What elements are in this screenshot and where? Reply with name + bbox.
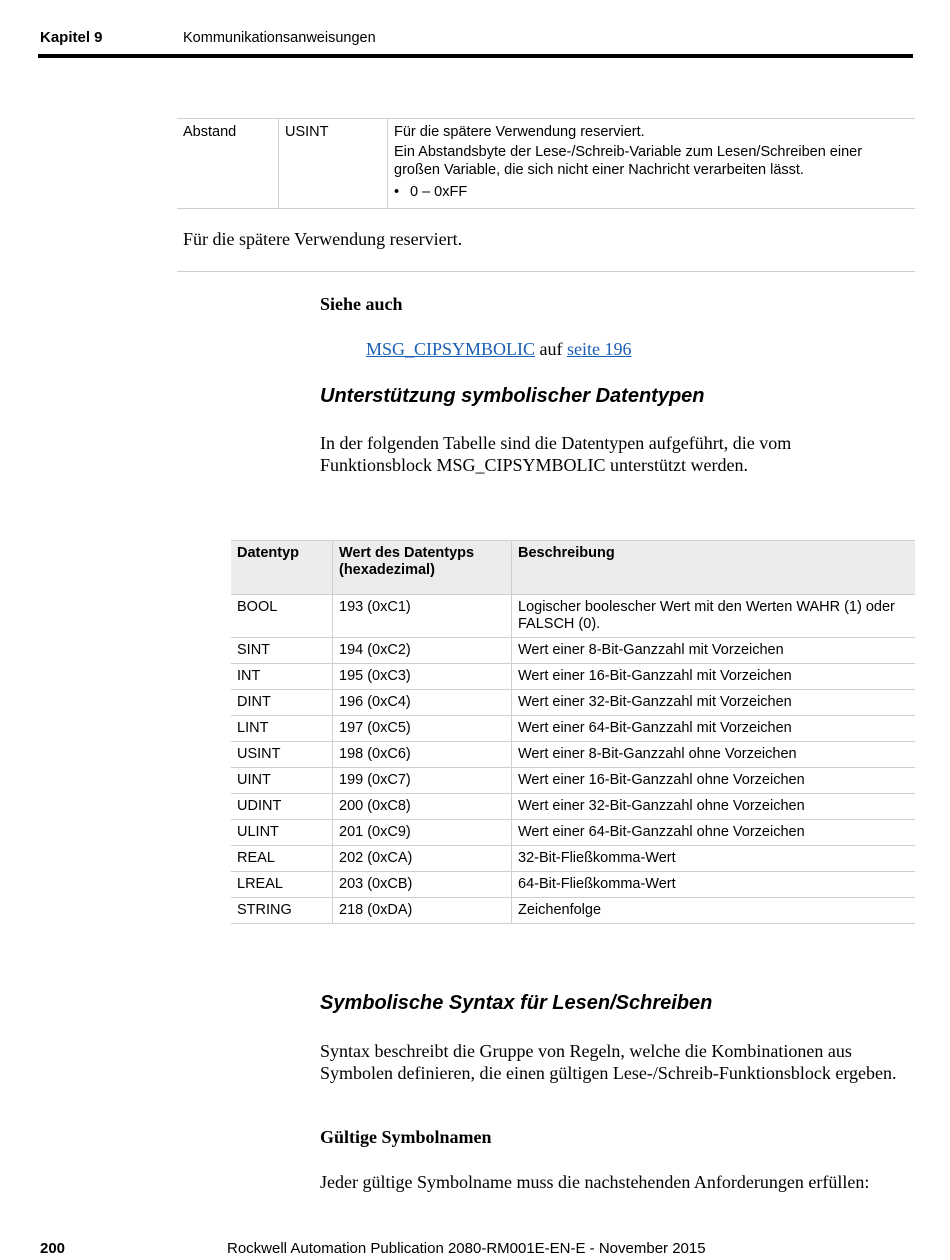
section-paragraph: Syntax beschreibt die Gruppe von Regeln, welche die Kombinationen aus Symbolen definieren, die einen gültigen Lese-/Schreib-Funktionsblock ergeben. (320, 1041, 897, 1083)
table-row (231, 846, 915, 872)
msg-cipsymbolic-link[interactable]: MSG_CIPSYMBOLIC (366, 339, 536, 359)
datatype-cell: UINT (231, 768, 333, 794)
section-title: Unterstützung symbolischer Datentypen (320, 385, 705, 407)
datatype-value-cell: 198 (0xC6) (333, 742, 512, 768)
see-also-heading: Siehe auch (320, 294, 403, 314)
datatype-cell: STRING (231, 898, 333, 924)
datatype-description-cell: Wert einer 8-Bit-Ganzzahl ohne Vorzeichen (512, 742, 916, 768)
datatype-description-cell: Wert einer 16-Bit-Ganzzahl ohne Vorzeichen (512, 768, 916, 794)
table-row (231, 638, 915, 664)
section-title: Symbolische Syntax für Lesen/Schreiben (320, 992, 713, 1014)
datatype-cell: ULINT (231, 820, 333, 846)
datatype-description-cell: Wert einer 16-Bit-Ganzzahl mit Vorzeichen (512, 664, 916, 690)
datatype-description-cell: Zeichenfolge (512, 898, 916, 924)
datatype-value-cell: 218 (0xDA) (333, 898, 512, 924)
param-desc-cell (388, 119, 916, 209)
datatype-cell: USINT (231, 742, 333, 768)
datatype-description-cell: Wert einer 8-Bit-Ganzzahl mit Vorzeichen (512, 638, 916, 664)
table-row (231, 794, 915, 820)
header-rule (38, 54, 913, 58)
datatype-description-cell: Wert einer 64-Bit-Ganzzahl ohne Vorzeichen (512, 820, 916, 846)
param-range-bullet: • 0 – 0xFF (394, 183, 909, 201)
table-header-row (231, 541, 915, 595)
column-header: Beschreibung (512, 541, 916, 595)
param-desc-line: Für die spätere Verwendung reserviert. (394, 124, 645, 140)
datatype-description-cell: Wert einer 32-Bit-Ganzzahl ohne Vorzeichen (512, 794, 916, 820)
publication-info: Rockwell Automation Publication 2080-RM001E-EN-E - November 2015 (227, 1240, 706, 1257)
table-row (231, 742, 915, 768)
page-reference-link[interactable]: seite 196 (567, 339, 632, 359)
table-row (231, 768, 915, 794)
page-number: 200 (40, 1240, 66, 1257)
column-header: Datentyp (231, 541, 333, 595)
datatype-value-cell: 195 (0xC3) (333, 664, 512, 690)
chapter-label: Kapitel 9 (40, 29, 103, 46)
param-desc-line: Ein Abstandsbyte der Lese-/Schreib-Variable zum Lesen/Schreiben einer großen Variable, die sich nicht einer Nachricht verarbeiten lässt. (394, 144, 863, 178)
see-also-connector: auf (535, 339, 568, 359)
datatype-cell: LREAL (231, 872, 333, 898)
datatype-value-cell: 200 (0xC8) (333, 794, 512, 820)
table-row (231, 690, 915, 716)
datatype-description-cell: 32-Bit-Fließkomma-Wert (512, 846, 916, 872)
datatype-description-cell: 64-Bit-Fließkomma-Wert (512, 872, 916, 898)
section-divider (177, 271, 915, 272)
datatype-value-cell: 203 (0xCB) (333, 872, 512, 898)
datatype-cell: SINT (231, 638, 333, 664)
datatype-cell: REAL (231, 846, 333, 872)
subsection-heading: Gültige Symbolnamen (320, 1127, 492, 1147)
datatype-value-cell: 197 (0xC5) (333, 716, 512, 742)
section-paragraph: In der folgenden Tabelle sind die Datentypen aufgeführt, die vom Funktionsblock MSG_CIPSYMBOLIC unterstützt werden. (320, 433, 792, 475)
table-row (177, 119, 915, 209)
chapter-title: Kommunikationsanweisungen (183, 30, 376, 46)
datatype-cell: LINT (231, 716, 333, 742)
reserved-note: Für die spätere Verwendung reserviert. (183, 229, 463, 249)
datatype-value-cell: 202 (0xCA) (333, 846, 512, 872)
datatype-description-cell: Logischer boolescher Wert mit den Werten WAHR (1) oder FALSCH (0). (512, 595, 916, 638)
table-row (231, 872, 915, 898)
datatype-description-cell: Wert einer 32-Bit-Ganzzahl mit Vorzeichen (512, 690, 916, 716)
datatype-value-cell: 194 (0xC2) (333, 638, 512, 664)
datatype-value-cell: 199 (0xC7) (333, 768, 512, 794)
datatype-value-cell: 196 (0xC4) (333, 690, 512, 716)
param-name-cell: Abstand (177, 119, 279, 209)
param-type-cell: USINT (279, 119, 388, 209)
datatype-cell: INT (231, 664, 333, 690)
datatype-value-cell: 201 (0xC9) (333, 820, 512, 846)
datatype-cell: DINT (231, 690, 333, 716)
see-also-links (366, 339, 632, 360)
table-row (231, 716, 915, 742)
table-row (231, 664, 915, 690)
parameter-table (177, 118, 915, 209)
table-row (231, 595, 915, 638)
datatype-cell: BOOL (231, 595, 333, 638)
table-row (231, 820, 915, 846)
datatype-value-cell: 193 (0xC1) (333, 595, 512, 638)
datatype-description-cell: Wert einer 64-Bit-Ganzzahl mit Vorzeichen (512, 716, 916, 742)
table-row (231, 898, 915, 924)
datatype-cell: UDINT (231, 794, 333, 820)
section-paragraph: Jeder gültige Symbolname muss die nachstehenden Anforderungen erfüllen: (320, 1172, 870, 1192)
datatype-table (231, 540, 915, 924)
column-header: Wert des Datentyps (hexadezimal) (333, 541, 512, 595)
